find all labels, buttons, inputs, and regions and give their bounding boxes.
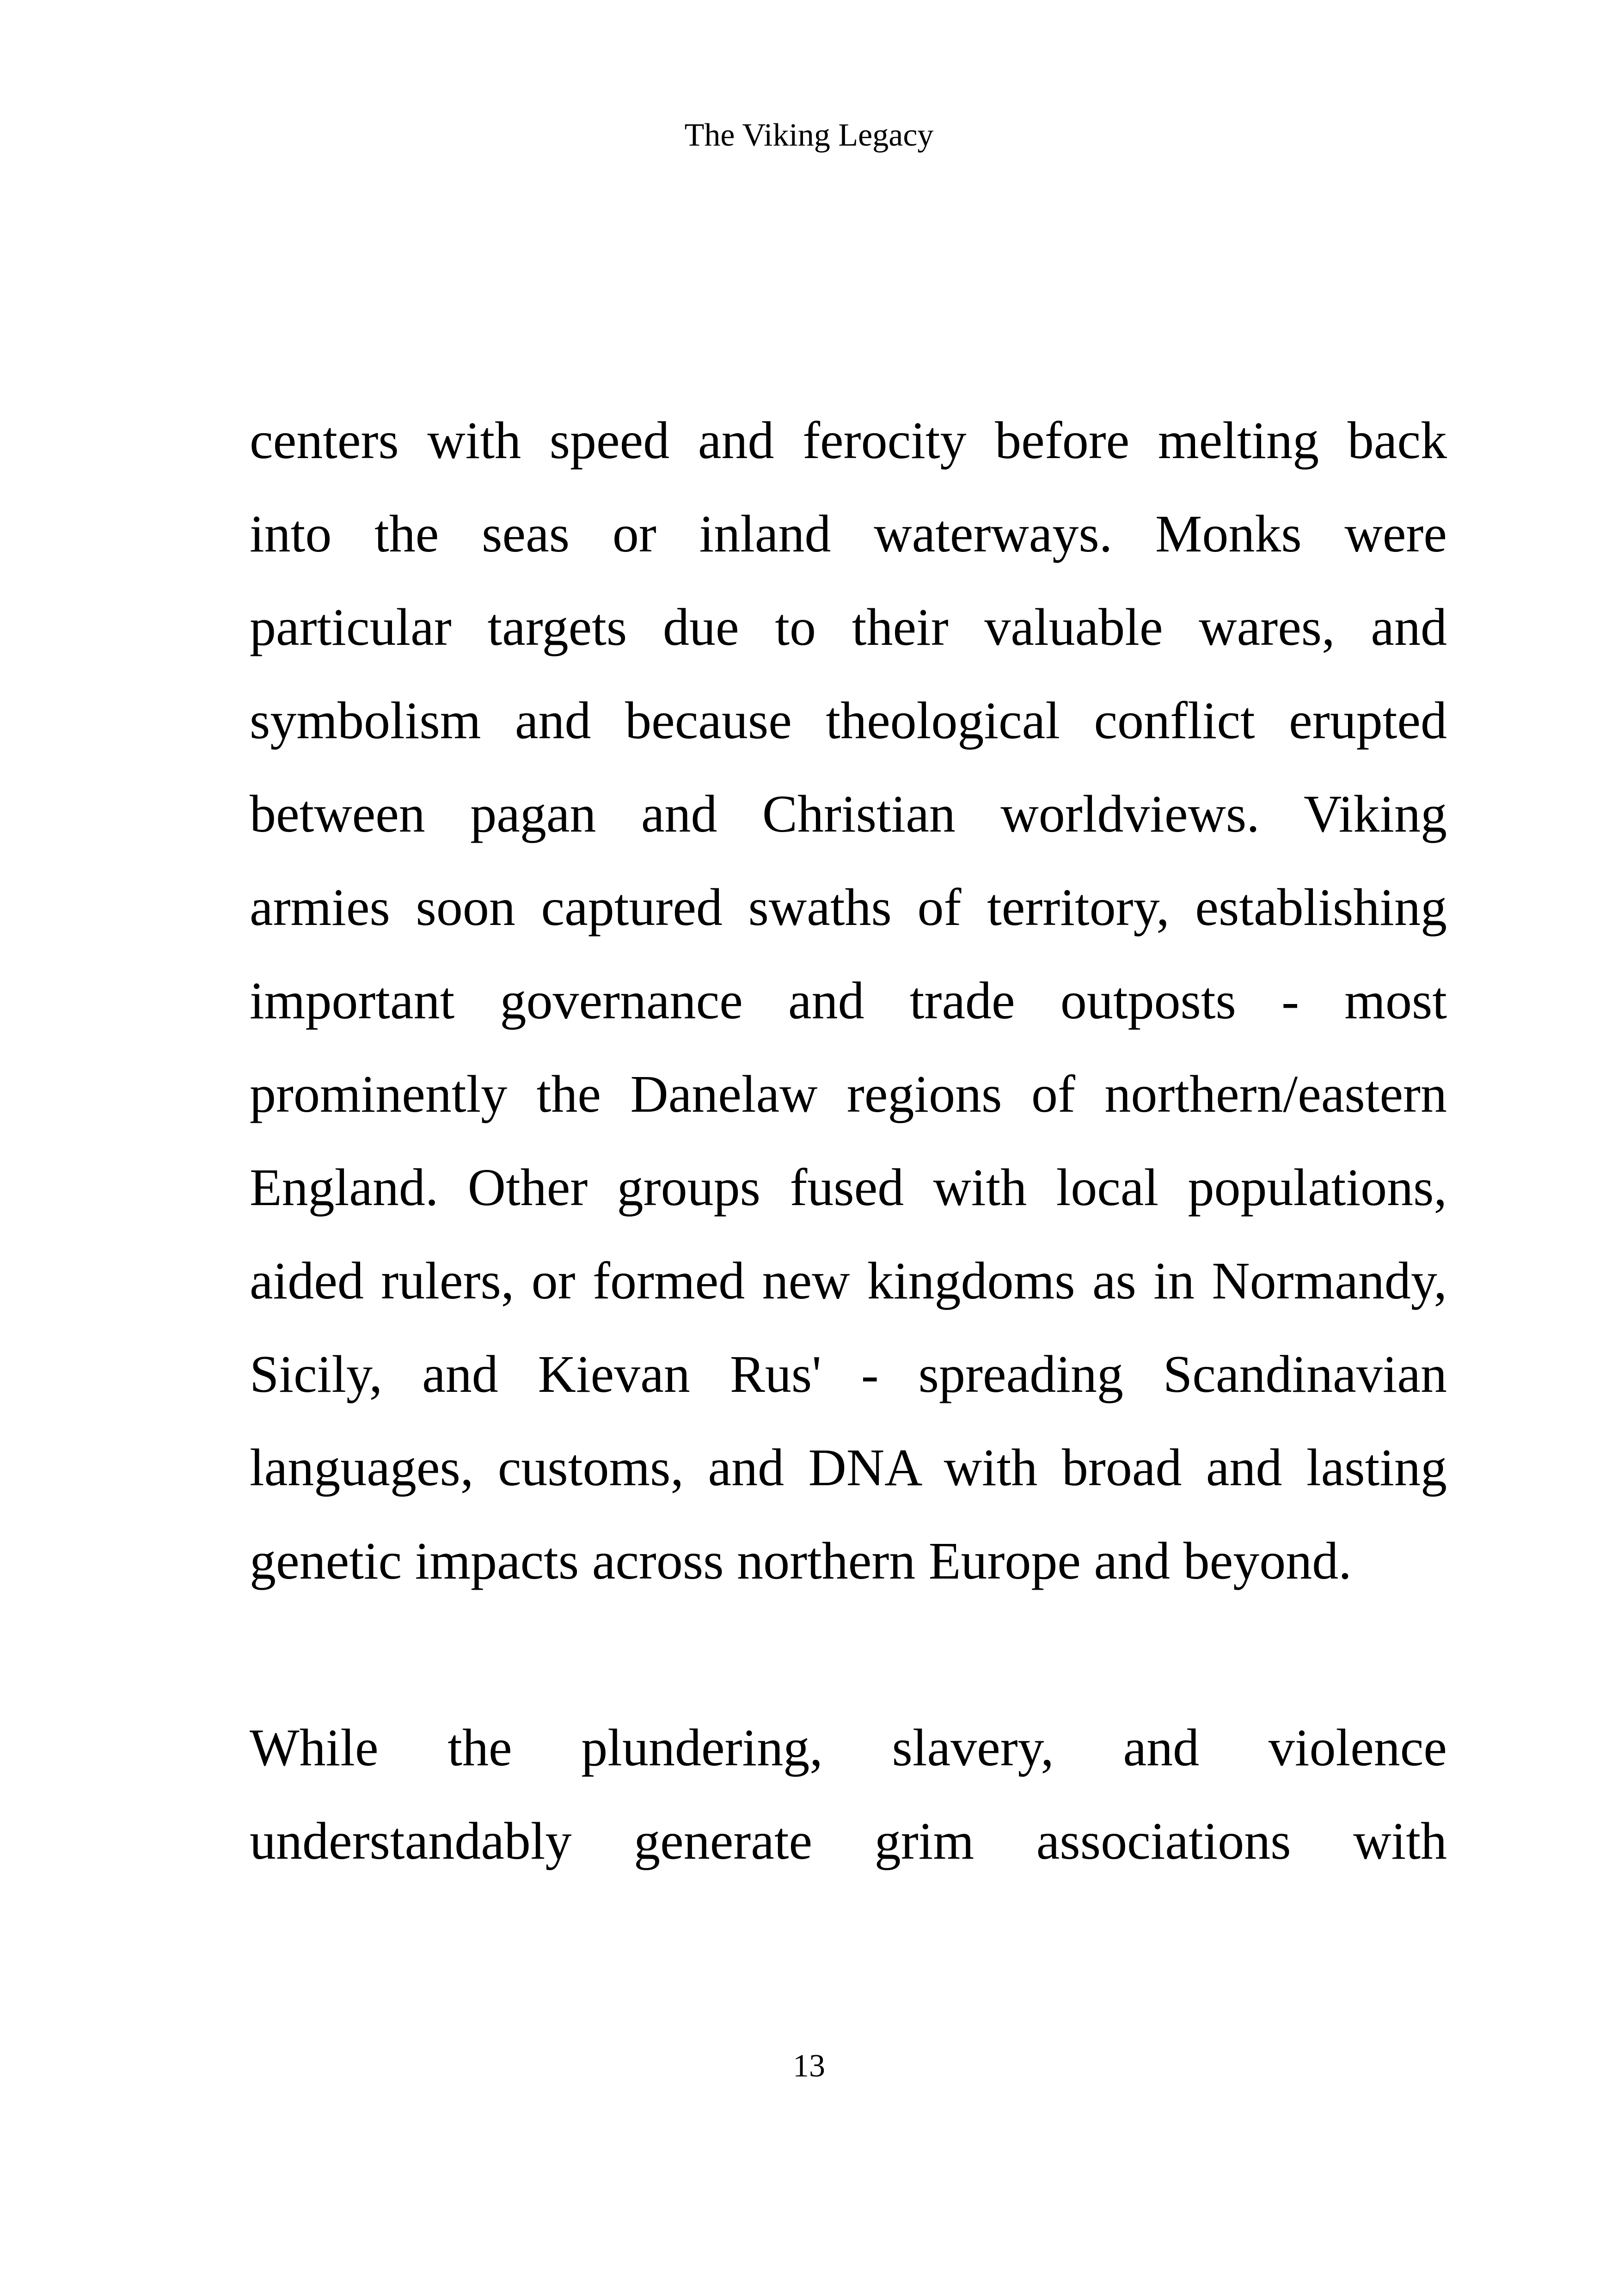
- paragraph: [250, 394, 1447, 1608]
- text-line: particular targets due to their valuable wares, and: [250, 598, 1447, 656]
- running-header: The Viking Legacy: [684, 117, 934, 153]
- paragraph-gap: [250, 1608, 1447, 1701]
- text-line: Sicily, and Kievan Rus' - spreading Scandinavian: [250, 1345, 1447, 1403]
- body-text: [250, 394, 1447, 1888]
- text-line: centers with speed and ferocity before melting back: [250, 411, 1447, 470]
- text-line: genetic impacts across northern Europe and beyond.: [250, 1531, 1352, 1590]
- paragraph: [250, 1701, 1447, 1888]
- text-line: While the plundering, slavery, and violence: [250, 1718, 1447, 1777]
- text-line: understandably generate grim associations with: [250, 1812, 1447, 1870]
- text-line: prominently the Danelaw regions of northern/eastern: [250, 1065, 1447, 1123]
- text-line: symbolism and because theological conflict erupted: [250, 691, 1447, 750]
- text-line: aided rulers, or formed new kingdoms as in Normandy,: [250, 1251, 1447, 1310]
- page-number: 13: [793, 2048, 825, 2084]
- text-line: into the seas or inland waterways. Monks were: [250, 504, 1447, 563]
- text-line: England. Other groups fused with local populations,: [250, 1158, 1447, 1217]
- text-line: languages, customs, and DNA with broad and lasting: [250, 1438, 1447, 1497]
- text-line: important governance and trade outposts - most: [250, 971, 1447, 1030]
- text-line: armies soon captured swaths of territory, establishing: [250, 878, 1447, 937]
- text-line: between pagan and Christian worldviews. Viking: [250, 784, 1447, 843]
